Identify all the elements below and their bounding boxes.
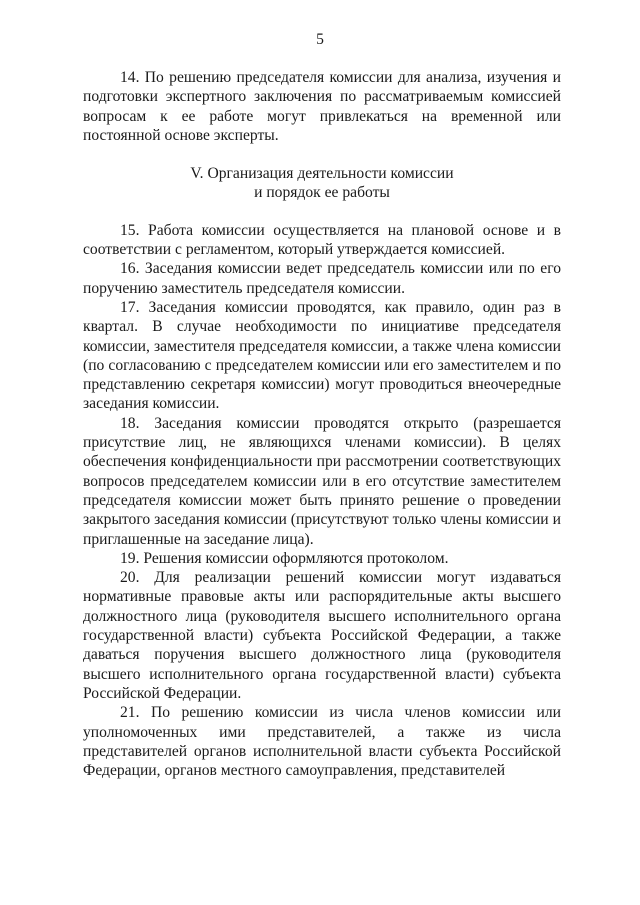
paragraph-20: 20. Для реализации решений комиссии могут издаваться нормативные правовые акты или распорядительные акты высшего должностного лица (руководителя высшего исполнительного органа государственной власти) субъекта Российской Федерации, а также даваться поручения высшего должностного лица (руководителя высшего исполнительного органа государственной власти) субъекта Российской Федерации. <box>83 569 561 702</box>
paragraph-15: 15. Работа комиссии осуществляется на плановой основе и в соответствии с регламентом, который утверждается комиссией. <box>83 221 561 259</box>
section-heading <box>83 164 561 203</box>
paragraph-21: 21. По решению комиссии из числа членов комиссии или уполномоченных ими представителей, а также из числа представителей органов исполнительной власти субъекта Российской Федерации, органов местного самоуправления, представителей <box>83 704 561 780</box>
page-number: 5 <box>316 31 324 48</box>
section-heading-line-1: V. Организация деятельности комиссии <box>190 165 454 183</box>
paragraph-17: 17. Заседания комиссии проводятся, как правило, один раз в квартал. В случае необходимости по инициативе председателя комиссии, заместителя председателя комиссии, а также члена комиссии (по согласованию с председателем комиссии или его заместителем и по представлению секретаря комиссии) могут проводиться внеочередные заседания комиссии. <box>83 298 561 413</box>
paragraph-18: 18. Заседания комиссии проводятся открыто (разрешается присутствие лиц, не являющихся членами комиссии). В целях обеспечения конфиденциальности при рассмотрении соответствующих вопросов председателем комиссии или в его отсутствие заместителем председателя комиссии может быть принято решение о проведении закрытого заседания комиссии (присутствуют только члены комиссии и приглашенные на заседание лица). <box>83 414 561 548</box>
spacer <box>83 145 561 164</box>
section-heading-line-2: и порядок ее работы <box>254 184 390 202</box>
paragraph-19: 19. Решения комиссии оформляются протоколом. <box>120 549 449 567</box>
paragraph-16: 16. Заседания комиссии ведет председатель комиссии или по его поручению заместитель председателя комиссии. <box>83 260 561 297</box>
document-body <box>83 68 561 780</box>
paragraph-14: 14. По решению председателя комиссии для анализа, изучения и подготовки экспертного заключения по рассматриваемым комиссией вопросам к ее работе могут привлекаться на временной или постоянной основе эксперты. <box>83 69 561 144</box>
spacer <box>83 203 561 221</box>
